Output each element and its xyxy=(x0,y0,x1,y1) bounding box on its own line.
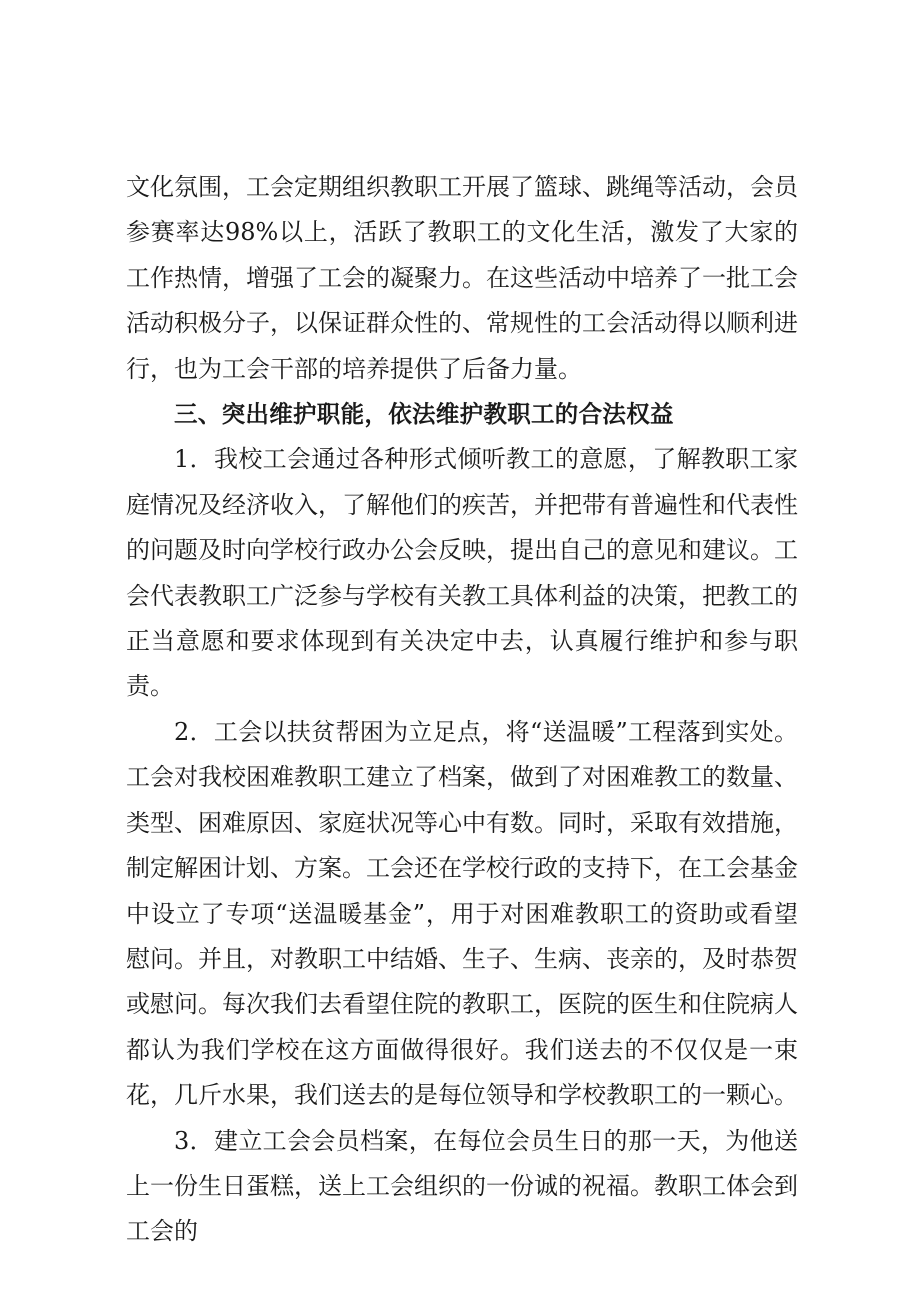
paragraph-item-1: 1．我校工会通过各种形式倾听教工的意愿，了解教职工家庭情况及经济收入，了解他们的疾苦，并把带有普遍性和代表性的问题及时向学校行政办公会反映，提出自己的意见和建议。工会代表教职工广泛参与学校有关教工具体利益的决策，把教工的正当意愿和要求体现到有关决定中去，认真履行维护和参与职责。 xyxy=(126,445,798,701)
section-heading: 三、突出维护职能，依法维护教职工的合法权益 xyxy=(174,400,674,429)
paragraph-item-2: 2．工会以扶贫帮困为立足点，将“送温暖”工程落到实处。工会对我校困难教职工建立了档案，做到了对困难教工的数量、类型、困难原因、家庭状况等心中有数。同时，采取有效措施，制定解困计划、方案。工会还在学校行政的支持下，在工会基金中设立了专项“送温暖基金”，用于对困难教职工的资助或看望慰问。并且，对教职工中结婚、生子、生病、丧亲的，及时恭贺或慰问。每次我们去看望住院的教职工，医院的医生和住院病人都认为我们学校在这方面做得很好。我们送去的不仅仅是一束花，几斤水果，我们送去的是每位领导和学校教职工的一颗心。 xyxy=(126,717,798,1110)
paragraph-item-3: 3．建立工会会员档案，在每位会员生日的那一天，为他送上一份生日蛋糕，送上工会组织的一份诚的祝福。教职工体会到工会的 xyxy=(126,1126,798,1246)
paragraph-continued: 文化氛围，工会定期组织教职工开展了篮球、跳绳等活动，会员参赛率达98%以上，活跃了教职工的文化生活，激发了大家的工作热情，增强了工会的凝聚力。在这些活动中培养了一批工会活动积极分子，以保证群众性的、常规性的工会活动得以顺利进行，也为工会干部的培养提供了后备力量。 xyxy=(126,173,798,383)
document-body xyxy=(126,165,798,1255)
